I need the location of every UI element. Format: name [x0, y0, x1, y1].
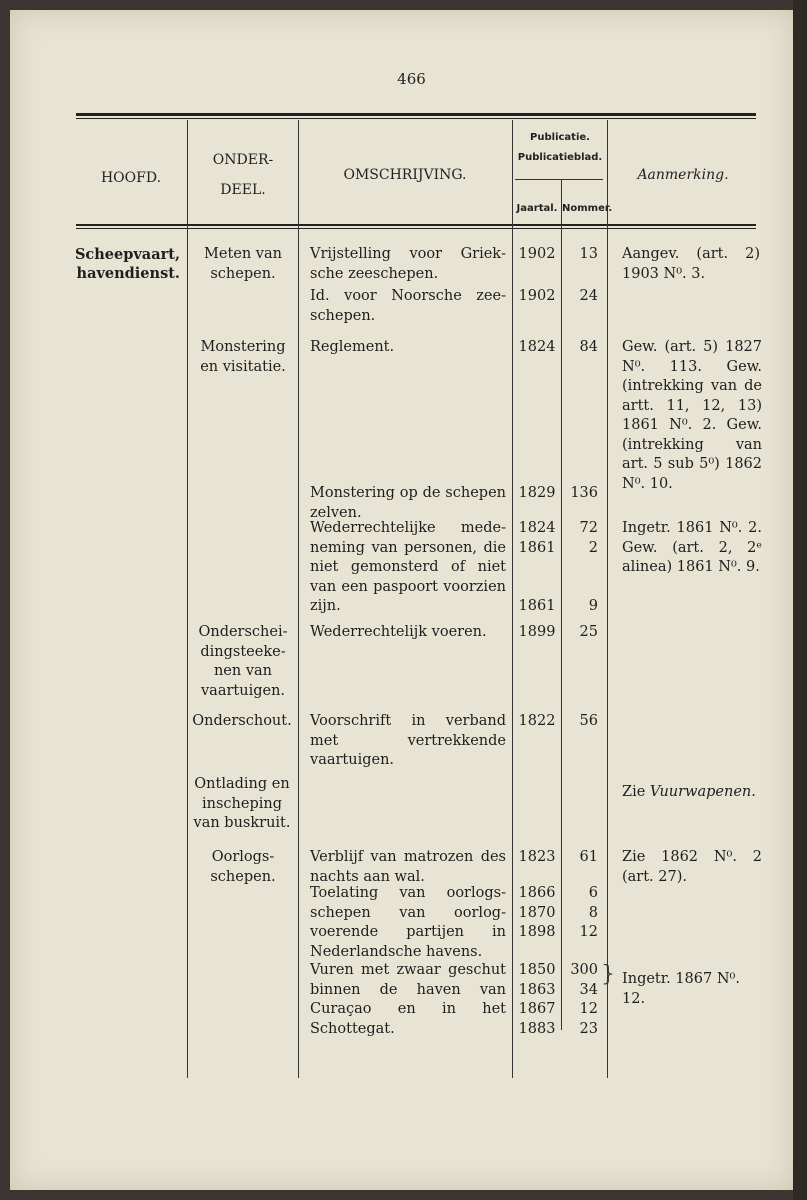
entry-year: 1866 1870 1898 [518, 885, 556, 940]
brace-right: } [601, 962, 615, 987]
top-rule-thin [76, 118, 756, 119]
entry-desc: Reglement. [310, 339, 395, 355]
entry-note: Aangev. (art. 2) 1903 N⁰. 3. [622, 246, 760, 282]
entry-note: Zie 1862 N⁰. 2 (art. 27). [622, 849, 762, 885]
header-aanmerking: Aanmerking. [637, 167, 729, 183]
entry-year: 1899 [518, 624, 556, 640]
onderdeel-onderschout: Onderschout. [192, 713, 292, 729]
header-rule [76, 224, 756, 226]
entry-note: Gew. (art. 5) 1827 N⁰. 113. Gew. (intrekking van de artt. 11, 12, 13) 1861 N⁰. 2. Gew. (intrekking van art. 5 sub 5⁰) 1862 N⁰. 10. [622, 339, 762, 492]
entry-number: 61 [579, 849, 598, 865]
header-omschrijving: OMSCHRIJVING. [343, 167, 467, 183]
onderdeel-meten: Meten van schepen. [204, 246, 282, 282]
entry-year: 1824 [518, 339, 556, 355]
header-onderdeel-1: ONDER- [212, 152, 274, 168]
col-divider-1 [187, 120, 188, 1078]
onderdeel-ontlading: Ontlading en inscheping van buskruit. [193, 776, 291, 831]
header-jaartal: Jaartal. [516, 203, 558, 214]
page-number: 466 [397, 70, 426, 88]
entry-note-zie: Zie Vuurwapenen. [622, 784, 756, 800]
entry-number: 24 [579, 288, 598, 304]
onderdeel-monstering: Monstering en visitatie. [200, 339, 286, 375]
header-rule-thin [76, 228, 756, 229]
entry-desc: Vrijstelling voor Grieksche zeeschepen. [310, 246, 506, 282]
header-nommer: Nommer. [562, 203, 613, 214]
header-hoofd: HOOFD. [100, 170, 162, 186]
col-divider-3 [512, 120, 513, 1078]
col-divider-5 [607, 120, 608, 1078]
entry-number: 56 [579, 713, 598, 729]
entry-year: 1850 1863 1867 1883 [518, 962, 556, 1037]
entry-number: 84 [579, 339, 598, 355]
publicatie-subrule [515, 179, 603, 180]
onderdeel-onderscheidingsteekenen: Onderschei- dingsteeke- nen van vaartuigen. [198, 624, 288, 699]
entry-note: Ingetr. 1861 N⁰. 2. Gew. (art. 2, 2ᵉ alinea) 1861 N⁰. 9. [622, 520, 762, 575]
entry-number: 300 34 12 23 [570, 962, 598, 1037]
entry-desc: Vuren met zwaar geschut binnen de haven van Curaçao en in het Schottegat. [310, 962, 506, 1037]
entry-number: 13 [579, 246, 598, 262]
hoofd-line-2: havendienst. [76, 265, 180, 282]
entry-number: 136 [570, 485, 598, 501]
entry-desc: Wederrechtelijke medeneming van personen, die niet gemonsterd of niet van een paspoort voorzien zijn. [310, 520, 506, 614]
entry-desc: Verblijf van matrozen des nachts aan wal. [310, 849, 506, 885]
entry-desc: Voorschrift in verband met vertrekkende vaartuigen. [310, 713, 506, 768]
entry-desc: Id. voor Noorsche zeeschepen. [310, 288, 506, 324]
onderdeel-oorlogsschepen: Oorlogs- schepen. [210, 849, 276, 885]
scan-edge [793, 0, 807, 1200]
top-rule [76, 113, 756, 116]
entry-number: 72 2 9 [579, 520, 598, 614]
entry-year: 1823 [518, 849, 556, 865]
entry-year: 1902 [518, 288, 556, 304]
entry-year: 1824 1861 1861 [518, 520, 556, 614]
entry-desc: Toelating van oorlogsschepen van oorlogvoerende partijen in Nederlandsche havens. [310, 885, 506, 960]
entry-note: Ingetr. 1867 N⁰. 12. [622, 971, 740, 1007]
entry-desc: Monstering op de schepen zelven. [310, 485, 506, 521]
entry-desc: Wederrechtelijk voeren. [310, 624, 487, 640]
entry-year: 1902 [518, 246, 556, 262]
header-publicatie: Publicatie. [530, 132, 590, 143]
hoofd-line-1: Scheepvaart, [74, 246, 180, 263]
entry-year: 1829 [518, 485, 556, 501]
entry-number: 25 [579, 624, 598, 640]
header-publicatieblad: Publicatieblad. [517, 152, 603, 163]
entry-number: 6 8 12 [579, 885, 598, 940]
entry-year: 1822 [518, 713, 556, 729]
col-divider-2 [298, 120, 299, 1078]
header-onderdeel-2: DEEL. [220, 182, 266, 198]
